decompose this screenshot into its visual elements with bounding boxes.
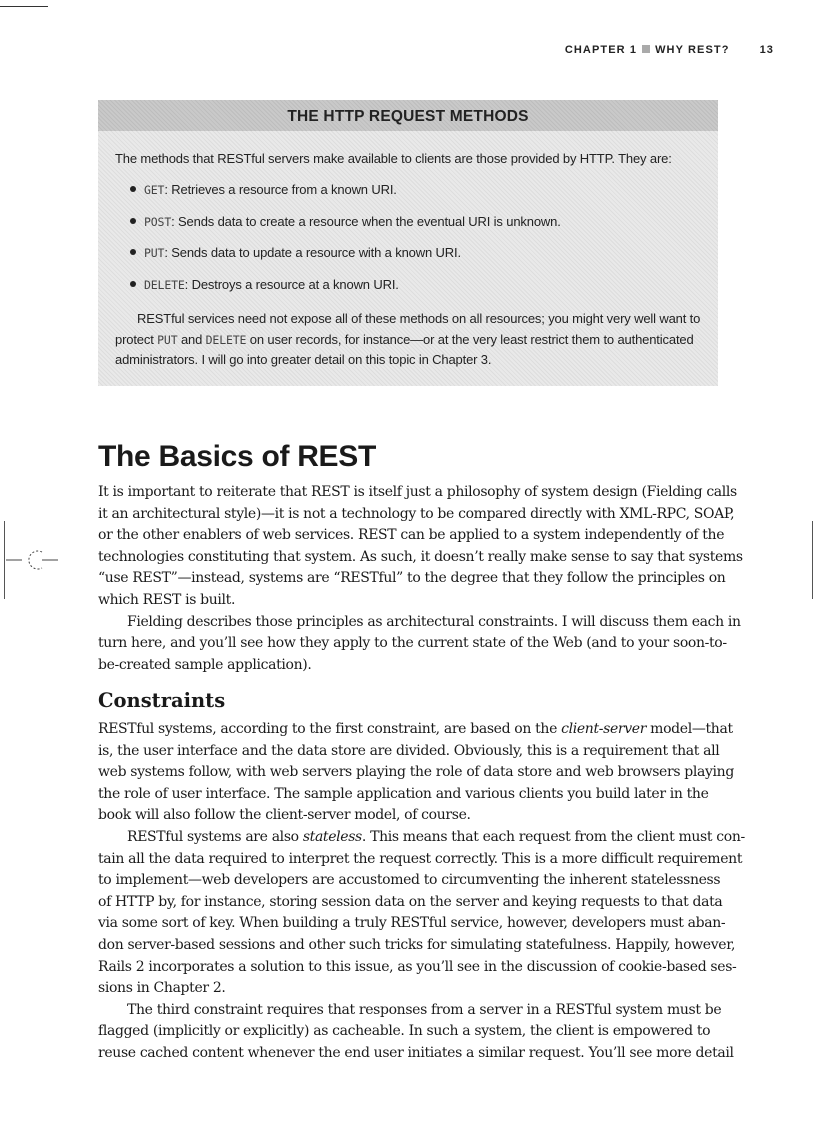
method-desc: : Retrieves a resource from a known URI. [164, 182, 397, 197]
http-methods-sidebar [98, 100, 718, 386]
text-line: via some sort of key. When building a truly RESTful service, however, developers must aban- [98, 915, 726, 932]
text-line: to implement—web developers are accustomed to circumventing the inherent statelessness [98, 872, 721, 889]
text-line: book will also follow the client-server model, of course. [98, 807, 471, 824]
text-line: the role of user interface. The sample application and various clients you build later in the [98, 785, 709, 802]
text-line: Fielding describes those principles as architectural constraints. I will discuss them each in [127, 613, 741, 630]
text-line [98, 827, 745, 849]
bullet-icon [130, 281, 136, 287]
method-list [130, 182, 561, 308]
method-desc: : Destroys a resource at a known URI. [184, 276, 399, 292]
text-run: RESTful systems, according to the first constraint, are based on the [98, 721, 562, 737]
text-line: RESTful services need not expose all of these methods on all resources; you might very well want to [137, 311, 701, 326]
text-line: “use REST”—instead, systems are “RESTful” to the degree that they follow the principles on [98, 570, 726, 587]
method-code: DELETE [144, 277, 185, 292]
method-code: POST [144, 214, 172, 229]
method-desc: : Sends data to update a resource with a known URI. [164, 245, 461, 260]
text-run: RESTful systems are also [127, 828, 303, 845]
text-line: sions in Chapter 2. [98, 980, 226, 997]
emphasis: client-server [561, 721, 647, 737]
subsection-heading: Constraints [98, 689, 226, 712]
bullet-icon [130, 186, 136, 192]
text-line: is, the user interface and the data store are divided. Obviously, this is a requirement that all [98, 742, 720, 759]
bullet-icon [130, 249, 136, 255]
bullet-icon [130, 218, 136, 224]
method-code: GET [144, 183, 165, 197]
text-line: be-created sample application). [98, 656, 312, 673]
text-line: it an architectural style)—it is not a technology to be compared directly with XML-RPC, SOAP, [98, 505, 735, 522]
text-line: Rails 2 incorporates a solution to this issue, as you’ll see in the discussion of cookie-based ses- [98, 958, 737, 975]
page-number: 13 [759, 44, 774, 56]
square-separator-icon [642, 45, 650, 53]
crop-mark-top-left [0, 6, 48, 7]
text-run: . This means that each request from the client must con- [361, 828, 745, 845]
running-header [0, 44, 774, 56]
sidebar-intro: The methods that RESTful servers make available to clients are those provided by HTTP. They are: [115, 151, 672, 166]
text-line: administrators. I will go into greater detail on this topic in Chapter 3. [115, 352, 492, 367]
registration-mark-icon [4, 549, 60, 571]
text-run: and [177, 331, 206, 347]
basics-body [98, 482, 743, 676]
method-code: PUT [144, 246, 165, 260]
text-line: The third constraint requires that responses from a server in a RESTful system must be [127, 1001, 722, 1018]
sidebar-paragraph [115, 309, 707, 371]
text-run: model—that [646, 721, 733, 737]
delete-code: DELETE [205, 332, 247, 347]
emphasis: stateless [302, 828, 362, 845]
text-line: don server-based sessions and other such tricks for simulating statefulness. Happily, however, [98, 936, 736, 953]
sidebar-title: THE HTTP REQUEST METHODS [98, 100, 718, 131]
put-code: PUT [157, 332, 178, 347]
crop-mark-right [812, 521, 813, 599]
text-run: on user records, for instance—or at the very least restrict them to authenticated [246, 331, 694, 347]
list-item [130, 182, 561, 214]
list-item [130, 245, 561, 277]
text-line: It is important to reiterate that REST is itself just a philosophy of system design (Fielding calls [98, 484, 737, 500]
list-item [130, 277, 561, 309]
text-line: or the other enablers of web services. REST can be applied to a system independently of the [98, 527, 725, 544]
method-desc: : Sends data to create a resource when the eventual URI is unknown. [171, 213, 561, 229]
text-run: protect [115, 331, 158, 347]
list-item [130, 214, 561, 246]
chapter-label: CHAPTER 1 [564, 44, 638, 56]
text-line: web systems follow, with web servers playing the role of data store and web browsers playing [98, 764, 734, 781]
text-line: technologies constituting that system. As such, it doesn’t really make sense to say that systems [98, 548, 743, 565]
text-line: which REST is built. [98, 591, 236, 608]
text-line: flagged (implicitly or explicitly) as cacheable. In such a system, the client is empowered to [98, 1023, 711, 1040]
section-heading: The Basics of REST [98, 440, 377, 473]
chapter-title: WHY REST? [655, 44, 730, 56]
text-line: turn here, and you’ll see how they apply to the current state of the Web (and to your soon-to- [98, 635, 727, 652]
text-line: reuse cached content whenever the end user initiates a similar request. You’ll see more detail [98, 1044, 734, 1061]
constraints-body [98, 719, 745, 1065]
text-line [115, 330, 707, 351]
text-line: of HTTP by, for instance, storing session data on the server and keying requests to that data [98, 893, 723, 910]
text-line [98, 719, 745, 741]
text-line: tain all the data required to interpret the request correctly. This is a more difficult requirement [98, 850, 743, 867]
